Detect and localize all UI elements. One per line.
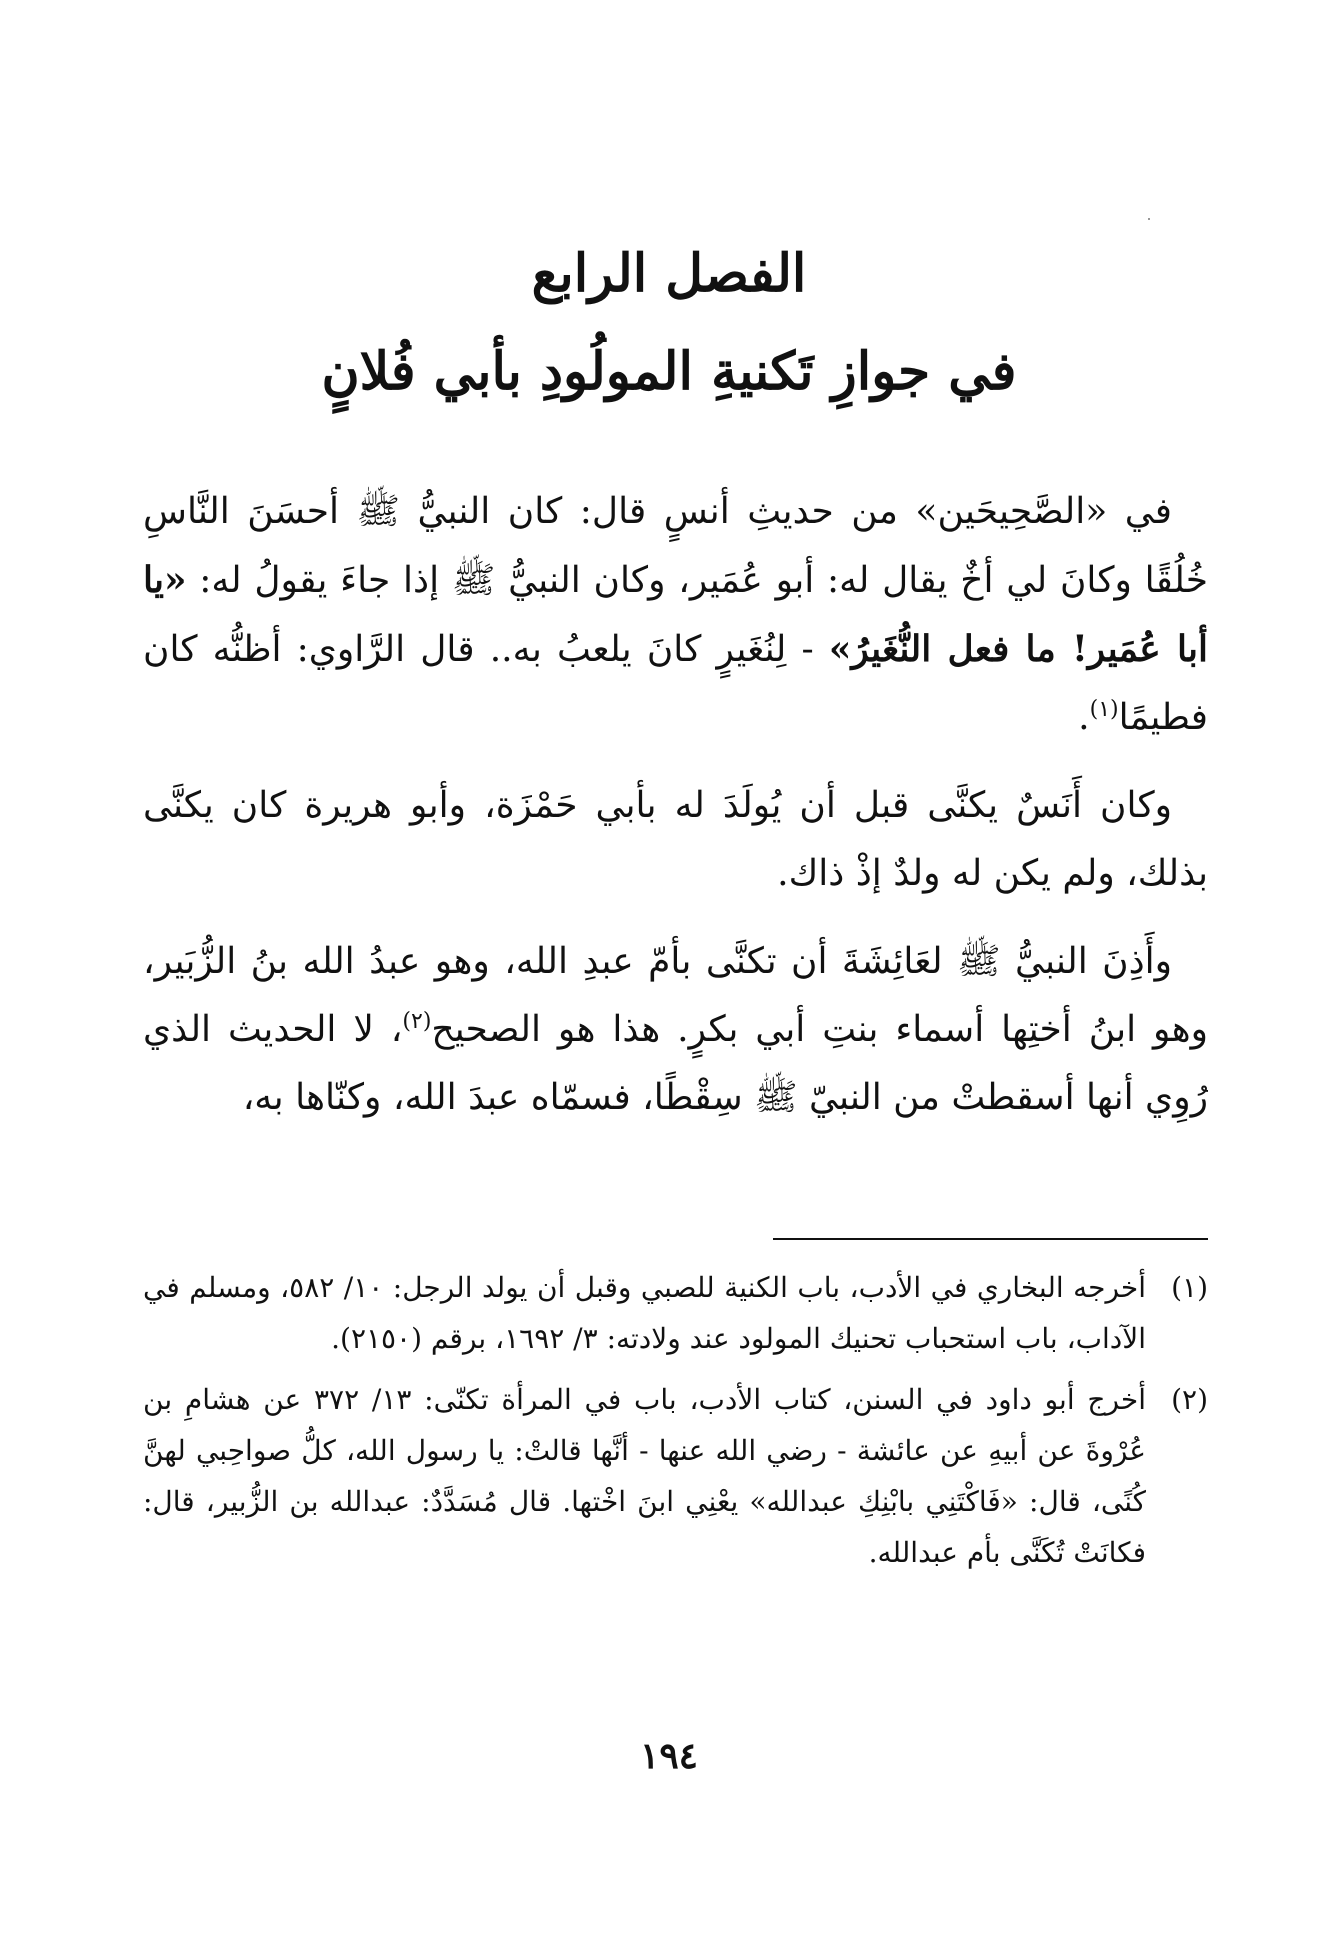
footnote-text: أخرجه البخاري في الأدب، باب الكنية للصبي وقبل أن يولد الرجل: ١٠/ ٥٨٢، ومسلم في الآداب، باب استحباب تحنيك المولود عند ولادته: ٣/ ١٦٩٢، برقم (٢١٥٠). bbox=[143, 1271, 1147, 1355]
footnote-divider bbox=[773, 1238, 1208, 1240]
footnote-number: (١) bbox=[1171, 1271, 1208, 1304]
footnote-number: (٢) bbox=[1171, 1383, 1208, 1416]
footnotes bbox=[143, 1262, 1208, 1588]
paragraph-3-text-a: وأَذِنَ النبيُّ ﷺ لعَائِشَةَ أن تكنَّى بأمّ عبدِ الله، وهو عبدُ الله بنُ الزُّبَير، وهو ابنُ أختِها أسماء بنتِ أبي بكرٍ. هذا هو الصحيح bbox=[143, 941, 1209, 1050]
footnote-text: أخرج أبو داود في السنن، كتاب الأدب، باب في المرأة تكنّى: ١٣/ ٣٧٢ عن هشامِ بن عُرْوةَ عن أبيهِ عن عائشة - رضي الله عنها - أنَّها قالتْ: يا رسول الله، كلُّ صواحِبي لهنَّ كُنًى، قال: «فَاكْتَنِي بابْنِكِ عبدالله» يعْنِي ابنَ اخْتها. قال مُسَدَّدٌ: عبدالله بن الزُّبير، قال: فكانَتْ تُكَنَّى بأم عبدالله. bbox=[143, 1383, 1146, 1569]
page-number: ١٩٤ bbox=[639, 1735, 698, 1777]
footnote-2 bbox=[143, 1374, 1208, 1578]
paragraph-1-end: . bbox=[1078, 697, 1090, 738]
hadith-quote: «يا أبا عُمَير! ما فعل النُّغَيرُ» bbox=[143, 559, 1208, 670]
body-text bbox=[143, 478, 1208, 1156]
paragraph-2: وكان أَنَسٌ يكنَّى قبل أن يُولَدَ له بأبي حَمْزَة، وأبو هريرة كان يكنَّى بذلك، ولم يكن له ولدٌ إذْ ذاك. bbox=[143, 785, 1208, 894]
chapter-title: الفصل الرابع bbox=[531, 243, 807, 304]
chapter-subtitle: في جوازِ تَكنيةِ المولُودِ بأبي فُلانٍ bbox=[321, 341, 1017, 402]
footnote-ref-2[interactable]: (٢) bbox=[402, 1009, 432, 1034]
footnote-1 bbox=[143, 1262, 1208, 1364]
paragraph-1-text-b: - لِنُغَيرٍ كانَ يلعبُ به.. قال الرَّاوي: أظنُّه كان فطيمًا bbox=[143, 629, 1208, 738]
scan-speck bbox=[1148, 218, 1150, 220]
paragraph-3 bbox=[143, 928, 1208, 1132]
paragraph-3-text-b: ، لا الحديث الذي رُوِي أنها أسقطتْ من النبيّ ﷺ سِقْطًا، فسمّاه عبدَ الله، وكنّاها به، bbox=[143, 1009, 1208, 1118]
paragraph-1 bbox=[143, 478, 1208, 752]
footnote-ref-1[interactable]: (١) bbox=[1089, 697, 1119, 722]
paragraph-1-text-a: في «الصَّحِيحَين» من حديثِ أنسٍ قال: كان النبيُّ ﷺ أحسَنَ النَّاسِ خُلُقًا وكانَ لي أخٌ يقال له: أبو عُمَير، وكان النبيُّ ﷺ إذا جاءَ يقولُ له: bbox=[143, 491, 1208, 601]
